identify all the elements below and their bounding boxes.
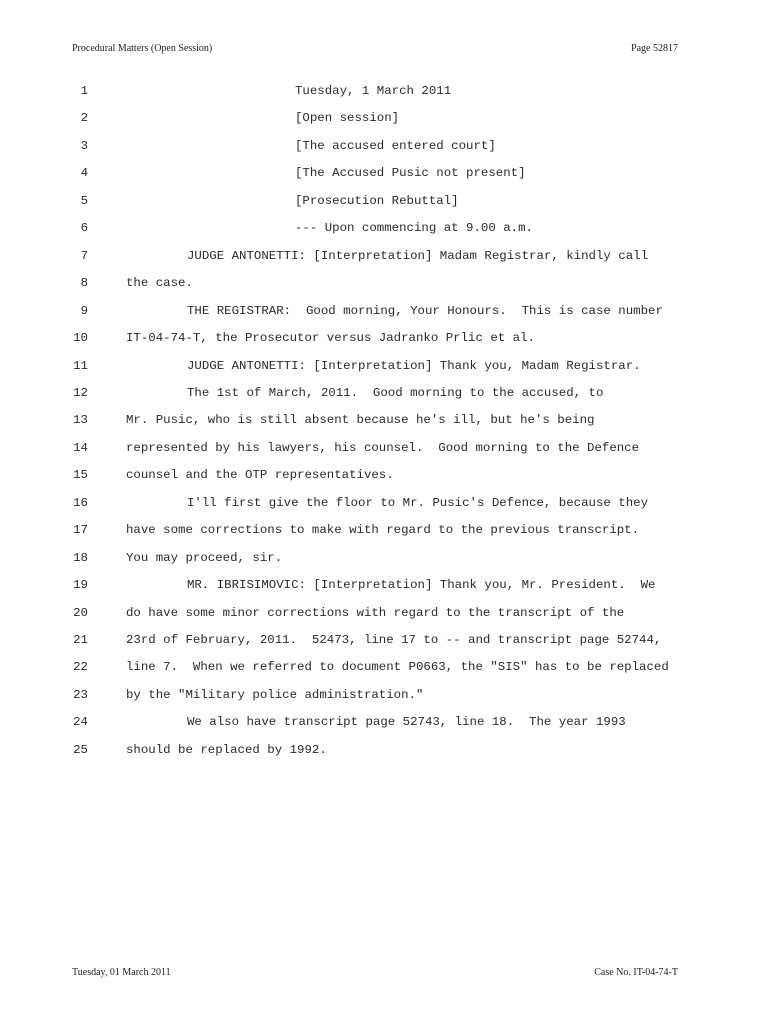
- line-number: 18: [73, 550, 88, 565]
- line-text: IT-04-74-T, the Prosecutor versus Jadranko Prlic et al.: [126, 331, 535, 346]
- line-text: the case.: [126, 276, 193, 291]
- transcript-line: [0, 194, 768, 214]
- line-text: [Prosecution Rebuttal]: [295, 193, 459, 208]
- transcript-line: [0, 441, 768, 461]
- line-number: 24: [73, 715, 88, 730]
- transcript-line: [0, 111, 768, 131]
- line-number: 8: [80, 276, 88, 291]
- line-number: 3: [80, 138, 88, 153]
- transcript-line: [0, 166, 768, 186]
- transcript-line: [0, 743, 768, 763]
- line-text: MR. IBRISIMOVIC: [Interpretation] Thank you, Mr. President. We: [187, 578, 656, 593]
- line-text: [The accused entered court]: [295, 138, 496, 153]
- transcript-line: [0, 221, 768, 241]
- line-number: 22: [73, 660, 88, 675]
- header-page-number: Page 52817: [631, 43, 678, 54]
- line-text: 23rd of February, 2011. 52473, line 17 to -- and transcript page 52744,: [126, 633, 662, 647]
- footer-case-number: Case No. IT-04-74-T: [594, 967, 678, 978]
- footer-date: Tuesday, 01 March 2011: [72, 967, 171, 978]
- line-text: [The Accused Pusic not present]: [295, 166, 526, 181]
- transcript-line: [0, 633, 768, 653]
- line-text: We also have transcript page 52743, line 18. The year 1993: [187, 715, 626, 730]
- transcript-line: [0, 249, 768, 269]
- line-text: [Open session]: [295, 111, 400, 126]
- header-section-title: Procedural Matters (Open Session): [72, 43, 213, 54]
- line-number: 15: [73, 468, 88, 483]
- line-number: 16: [73, 495, 88, 510]
- line-text: JUDGE ANTONETTI: [Interpretation] Madam Registrar, kindly call: [187, 248, 649, 263]
- line-number: 5: [80, 193, 88, 208]
- line-number: 17: [73, 523, 88, 538]
- transcript-line: [0, 660, 768, 680]
- transcript-line: [0, 523, 768, 543]
- line-number: 2: [80, 111, 88, 126]
- line-number: 20: [73, 605, 88, 620]
- transcript-line: [0, 413, 768, 433]
- line-number: 13: [73, 413, 88, 428]
- transcript-line: [0, 84, 768, 104]
- transcript-line: [0, 606, 768, 626]
- line-number: 21: [73, 633, 88, 647]
- line-text: do have some minor corrections with regard to the transcript of the: [126, 605, 625, 620]
- transcript-line: [0, 304, 768, 324]
- transcript-line: [0, 139, 768, 159]
- transcript-line: [0, 331, 768, 351]
- transcript-line: [0, 496, 768, 516]
- line-text: line 7. When we referred to document P0663, the "SIS" has to be replaced: [126, 660, 669, 675]
- transcript-line: [0, 276, 768, 296]
- line-number: 4: [80, 166, 88, 181]
- line-number: 9: [80, 303, 88, 318]
- line-number: 14: [73, 440, 88, 455]
- transcript-line: [0, 386, 768, 406]
- line-number: 6: [80, 221, 88, 236]
- line-text: JUDGE ANTONETTI: [Interpretation] Thank you, Madam Registrar.: [187, 358, 641, 373]
- transcript-line: [0, 715, 768, 735]
- line-text: represented by his lawyers, his counsel. Good morning to the Defence: [126, 440, 640, 455]
- line-text: THE REGISTRAR: Good morning, Your Honours. This is case number: [187, 303, 663, 318]
- line-text: Mr. Pusic, who is still absent because he's ill, but he's being: [126, 413, 595, 428]
- line-number: 19: [73, 578, 88, 593]
- line-number: 7: [80, 248, 88, 263]
- line-number: 23: [73, 687, 88, 702]
- line-text: I'll first give the floor to Mr. Pusic's Defence, because they: [187, 495, 649, 510]
- line-number: 12: [73, 385, 88, 400]
- line-text: have some corrections to make with regard to the previous transcript.: [126, 523, 640, 538]
- transcript-line: [0, 688, 768, 708]
- transcript-line: [0, 359, 768, 379]
- line-text: --- Upon commencing at 9.00 a.m.: [295, 221, 533, 236]
- line-text: The 1st of March, 2011. Good morning to the accused, to: [187, 385, 604, 400]
- line-number: 10: [73, 331, 88, 346]
- transcript-line: [0, 551, 768, 571]
- line-text: should be replaced by 1992.: [126, 742, 327, 757]
- transcript-line: [0, 578, 768, 598]
- line-number: 11: [73, 358, 88, 373]
- line-text: Tuesday, 1 March 2011: [295, 84, 452, 98]
- transcript-line: [0, 468, 768, 488]
- line-number: 1: [80, 84, 88, 98]
- line-number: 25: [73, 742, 88, 757]
- line-text: by the "Military police administration.": [126, 687, 424, 702]
- line-text: You may proceed, sir.: [126, 550, 283, 565]
- line-text: counsel and the OTP representatives.: [126, 468, 394, 483]
